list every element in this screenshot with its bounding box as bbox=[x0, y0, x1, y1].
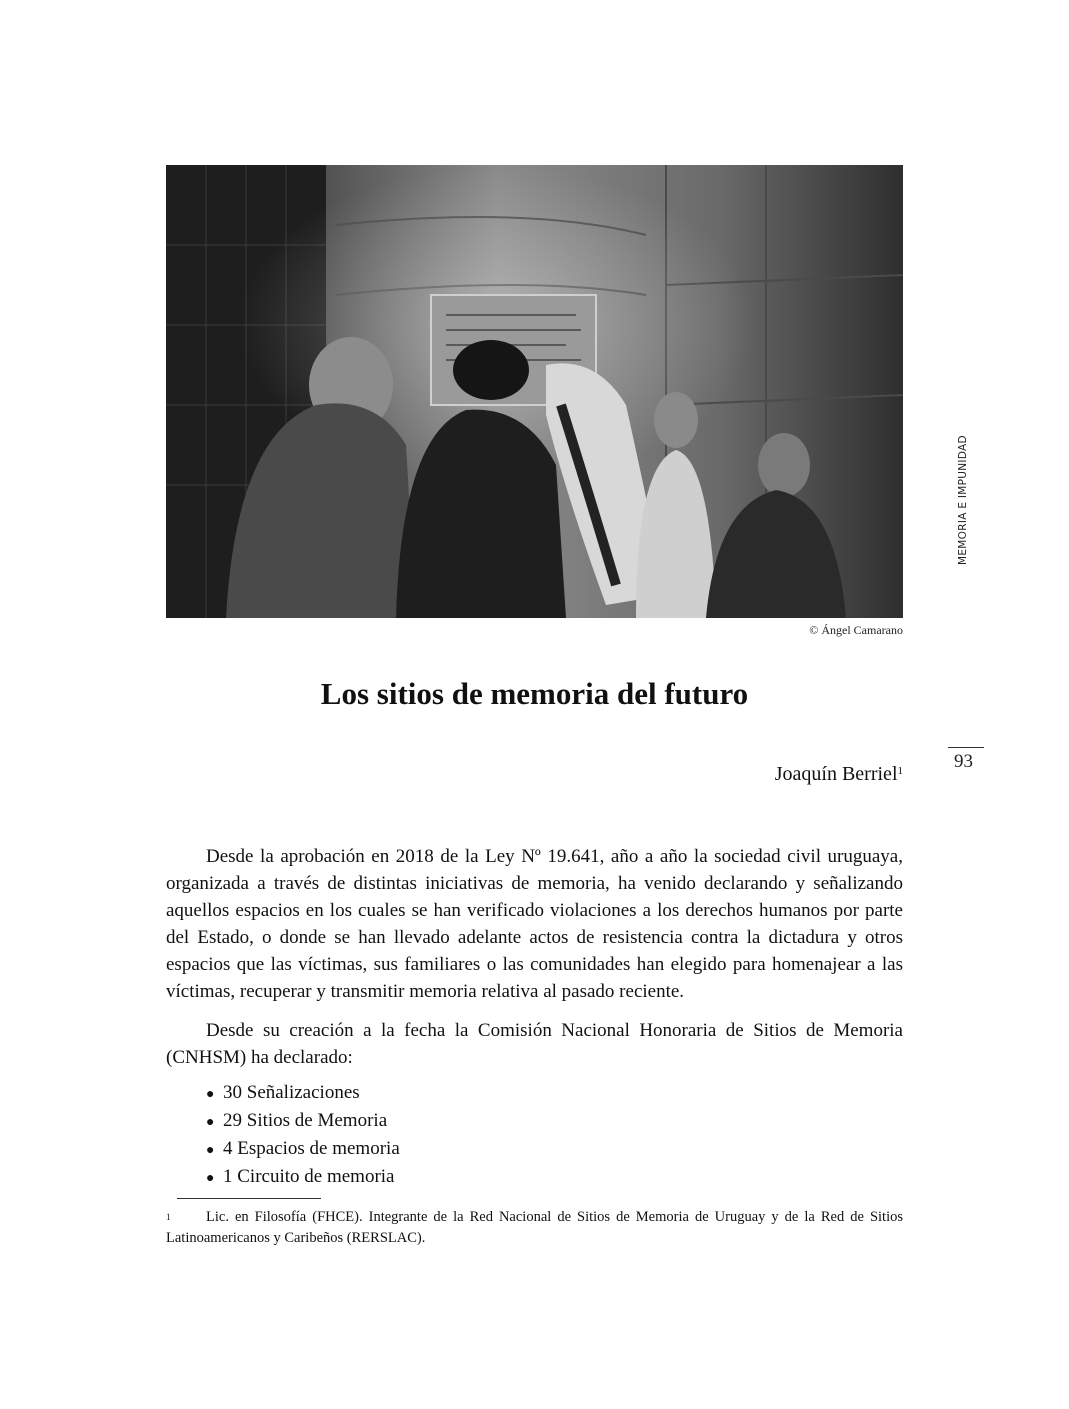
body-paragraph: Desde su creación a la fecha la Comisión Nacional Honoraria de Sitios de Memoria (CNHSM) ha declarado: bbox=[166, 1020, 903, 1068]
article-body bbox=[166, 843, 903, 1192]
bullet-icon: ● bbox=[206, 1171, 215, 1186]
declarations-list bbox=[166, 1080, 903, 1192]
list-item: ● 4 Espacios de memoria bbox=[206, 1136, 903, 1164]
footnote-text: Lic. en Filosofía (FHCE). Integrante de la Red Nacional de Sitios de Memoria de Uruguay y de la Red de Sitios Latinoamericanos y Caribeños (RERSLAC). bbox=[166, 1209, 903, 1246]
bullet-icon: ● bbox=[206, 1143, 215, 1158]
page-number-rule bbox=[948, 747, 984, 748]
footnote-divider bbox=[177, 1198, 321, 1199]
list-item: ● 29 Sitios de Memoria bbox=[206, 1108, 903, 1136]
author-name: Joaquín Berriel bbox=[774, 763, 898, 785]
page-number: 93 bbox=[954, 751, 973, 772]
article-title: Los sitios de memoria del futuro bbox=[320, 676, 749, 711]
bullet-icon: ● bbox=[206, 1087, 215, 1102]
footnote-mark: 1 bbox=[166, 1212, 171, 1222]
bullet-icon: ● bbox=[206, 1115, 215, 1130]
memorial-photo bbox=[166, 165, 903, 618]
photo-credit: © Ángel Camarano bbox=[809, 623, 903, 637]
author-line bbox=[775, 763, 903, 786]
memorial-photo-illustration bbox=[166, 165, 903, 618]
section-side-label: MEMORIA E IMPUNIDAD bbox=[957, 435, 969, 565]
list-item: ● 1 Circuito de memoria bbox=[206, 1164, 903, 1192]
body-paragraph: Desde la aprobación en 2018 de la Ley Nº 19.641, año a año la sociedad civil uruguaya, organizada a través de distintas iniciativas de memoria, ha venido declarando y señalizando aquellos espacios en los cuales se han verificado violaciones a los derechos humanos por parte del Estado, o donde se han llevado adelante actos de resistencia contra la dictadura y otros espacios que las víctimas, sus familiares o las comunidades han elegido para homenajear a las víctimas, recuperar y transmitir memoria relativa al pasado reciente. bbox=[166, 846, 903, 1002]
list-item: ● 30 Señalizaciones bbox=[206, 1080, 903, 1108]
footnote bbox=[166, 1207, 903, 1249]
author-footnote-ref: 1 bbox=[897, 765, 903, 777]
